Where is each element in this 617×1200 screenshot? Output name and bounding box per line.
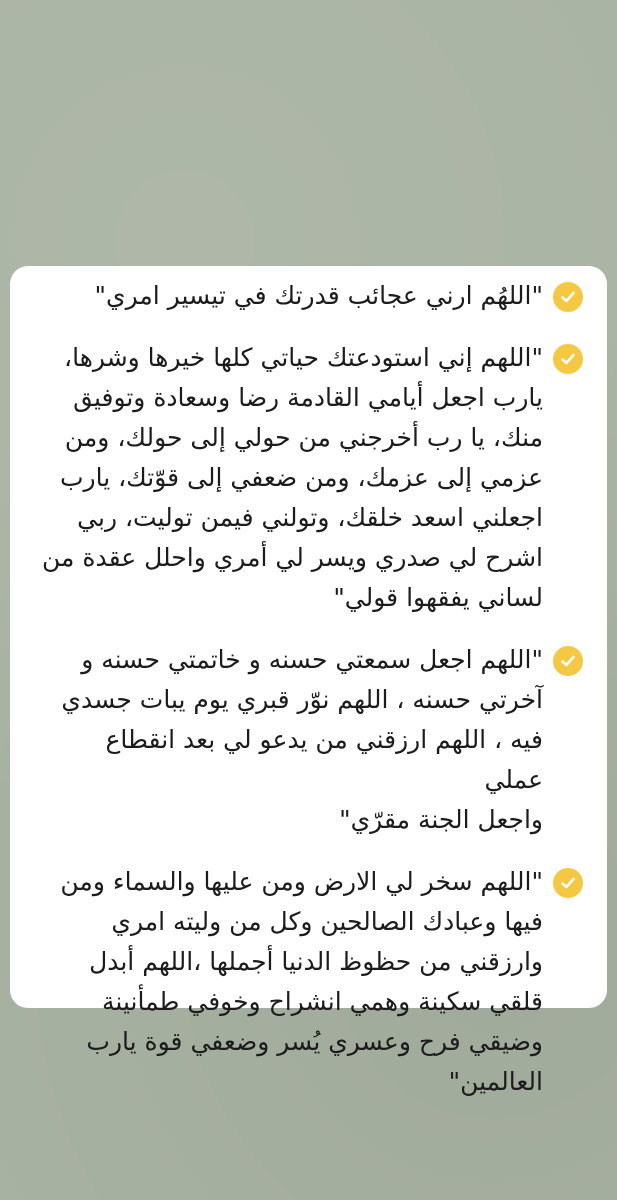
check-circle-icon <box>553 868 583 898</box>
dua-text: "اللهم سخر لي الارض ومن عليها والسماء ومن فيها وعبادك الصالحين وكل من وليته امري وارزقني من حظوظ الدنيا أجملها ،اللهم أبدل قلقي سكينة وهمي انشراح وخوفي طمأنينة وضيقي فرح وعسري يُسر وضعفي قوة يارب العالمين" <box>60 867 543 1096</box>
dua-text: "اللهم اجعل سمعتي حسنه و خاتمتي حسنه و آخرتي حسنه ، اللهم نوّر قبري يوم يبات جسدي فيه ، اللهم ارزقني من يدعو لي بعد انقطاع عملي واجعل الجنة مقرّي" <box>61 645 543 834</box>
dua-card <box>10 266 607 1096</box>
check-circle-icon <box>553 646 583 676</box>
dua-text: "اللهُم ارني عجائب قدرتك في تيسير امري" <box>94 281 543 310</box>
check-circle-icon <box>553 282 583 312</box>
check-circle-icon <box>553 344 583 374</box>
dua-text: "اللهم إني استودعتك حياتي كلها خيرها وشرها، يارب اجعل أيامي القادمة رضا وسعادة وتوفيق منك، يا رب أخرجني من حولي إلى حولك، ومن عزمي إلى عزمك، ومن ضعفي إلى قوّتك، يارب اجعلني اسعد خلقك، وتولني فيمن توليت، ربي اشرح لي صدري ويسر لي أمري واحلل عقدة من لساني يفقهوا قولي" <box>41 343 543 612</box>
list-item <box>40 276 583 316</box>
list-item <box>40 338 583 618</box>
list-item <box>40 640 583 840</box>
list-item <box>40 862 583 1102</box>
